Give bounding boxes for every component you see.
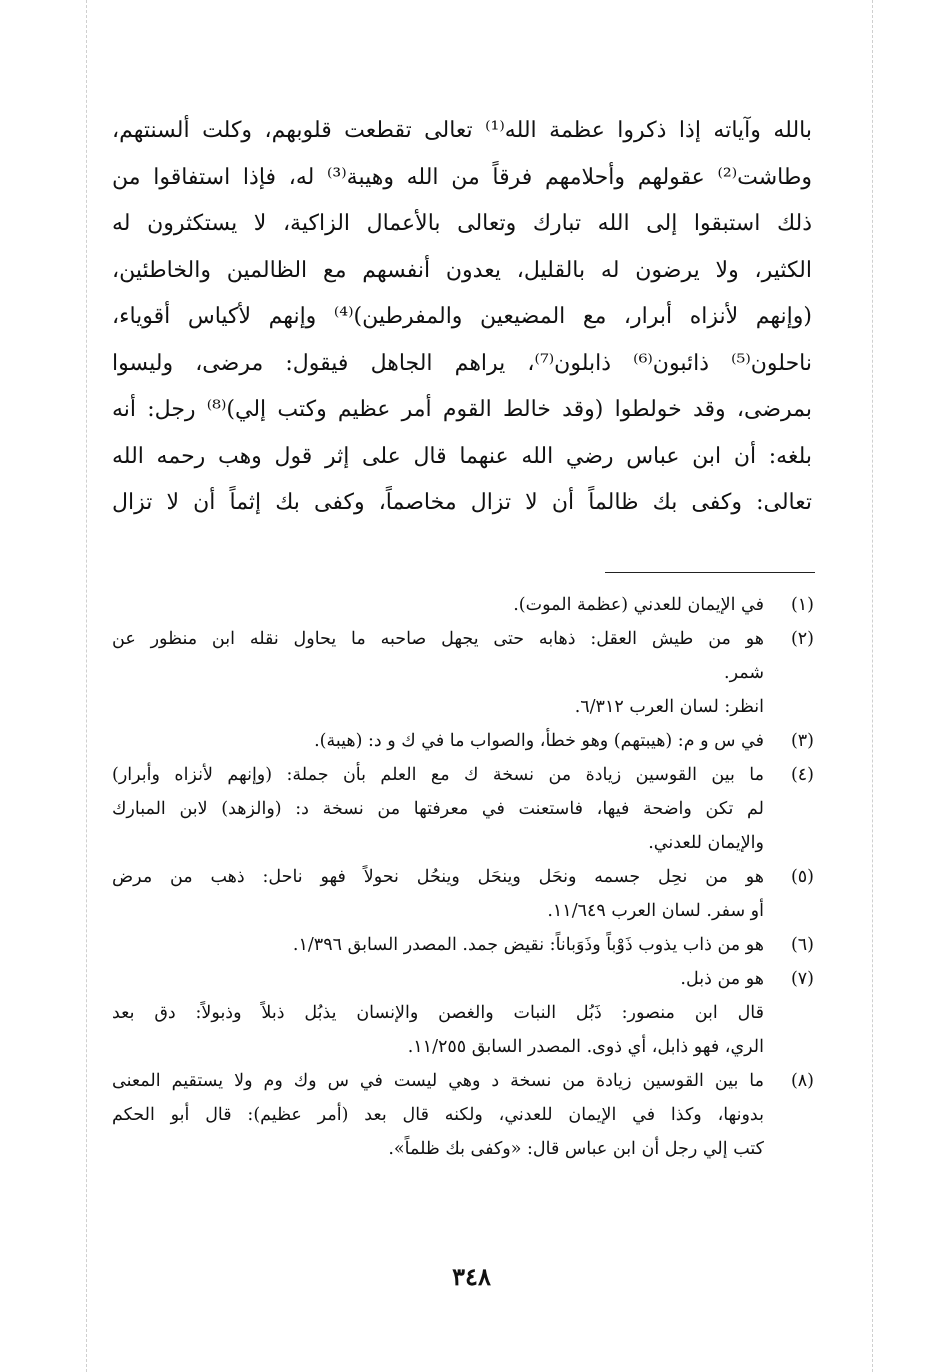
footnote-line: هو من نحِل جسمه ونحَل وينحَل وينحُل نحولاً فهو ناحل: ذهب من مرض [112,867,764,887]
footnote-7 [112,962,814,1064]
main-text-line: بمرضى، وقد خولطوا (وقد خالط القوم أمر عظيم وكتب إلي)⁽⁸⁾ رجل: أنه [112,397,812,422]
footnote-line: ما بين القوسين زيادة من نسخة ك مع العلم بأن جملة: (وإنهم لأنزاه وأبرار) [112,765,764,785]
footnote-line: قال ابن منصور: ذَبُل النبات والغصن والإنسان يذبُل ذبلاً وذبولاً: دق بعد [112,1003,764,1023]
footnote-number: (٥) [790,867,814,887]
footnote-number: (٦) [790,935,814,955]
footnote-3 [112,724,814,758]
main-text-line: بلغه: أن ابن عباس رضي الله عنهما قال على إثر قول وهب رحمه الله [112,443,812,469]
main-text-line: الكثير، ولا يرضون له بالقليل، يعدون أنفسهم مع الظالمين والخاطئين، [112,257,812,283]
footnote-line: هو من ذاب يذوب ذَوْباً وذَوَباناً: نقيض جمد. المصدر السابق ١/٣٩٦. [292,935,764,955]
footnote-line: كتب إلي رجل أن ابن عباس قال: «وكفى بك ظلماً». [388,1139,764,1159]
footnote-body [112,962,764,1064]
footnote-number: (٨) [790,1071,814,1091]
footnote-line: لم تكن واضحة فيها، فاستعنت في معرفتها من نسخة د: (والزهد) لابن المبارك [112,799,764,819]
main-text-line: ناحلون⁽⁵⁾ ذائبون⁽⁶⁾ ذابلون⁽⁷⁾، يراهم الجاهل فيقول: مرضى، وليسوا [112,350,812,376]
main-text-line: ذلك استبقوا إلى الله تبارك وتعالى بالأعمال الزاكية، لا يستكثرون له [112,211,812,236]
main-text-line: وطاشت⁽²⁾ عقولهم وأحلامهم فرقاً من الله وهيبة⁽³⁾ له، فإذا استفاقوا من [112,164,812,190]
scan-guide-left [86,0,87,1372]
footnote-number: (٣) [790,731,814,751]
footnote-line: هو من طيش العقل: ذهابه حتى يجهل صاحبه ما يحاول نقله ابن منظور عن [112,629,764,649]
footnote-4 [112,758,814,860]
footnote-line: هو من ذبل. [680,969,764,989]
scan-guide-right [872,0,873,1372]
footnote-5 [112,860,814,928]
footnote-body [112,860,764,928]
footnote-line: في س و م: (هيبتهم) وهو خطأ، والصواب ما في ك و د: (هيبة). [314,731,764,751]
footnote-2 [112,622,814,724]
footnote-line: أو سفر. لسان العرب ١١/٦٤٩. [547,901,764,921]
footnote-body [112,588,764,622]
footnote-line: في الإيمان للعدني (عظمة الموت). [513,595,764,615]
footnote-line: انظر: لسان العرب ٦/٣١٢. [574,697,764,717]
main-text-line: تعالى: وكفى بك ظالماً أن لا تزال مخاصماً، وكفى بك إثماً أن لا تزال [112,490,812,515]
footnote-body [112,724,764,758]
footnotes-section [112,588,814,1166]
footnote-8 [112,1064,814,1166]
footnote-6 [112,928,814,962]
footnote-body [112,758,764,860]
footnote-line: ما بين القوسين زيادة من نسخة د وهي ليست في س وك وم ولا يستقيم المعنى [112,1071,764,1091]
footnote-number: (٢) [790,629,814,649]
main-text-line: (وإنهم لأنزاه أبرار، مع المضيعين والمفرطين)⁽⁴⁾ وإنهم لأكياس أقوياء، [112,304,812,329]
footnote-1 [112,588,814,622]
footnote-body [112,928,764,962]
footnote-body [112,622,764,724]
footnote-line: والإيمان للعدني. [648,833,764,853]
footnote-separator [605,572,815,573]
footnote-number: (٧) [790,969,814,989]
footnote-line: بدونها، وكذا في الإيمان للعدني، ولكنه قال بعد (أمر عظيم): قال أبو الحكم [112,1105,764,1125]
footnote-body [112,1064,764,1166]
footnote-line: الري، فهو ذابل، أي ذوى. المصدر السابق ١١/٢٥٥. [407,1037,764,1057]
main-text-line: بالله وآياته إذا ذكروا عظمة الله⁽¹⁾ تعالى تقطعت قلوبهم، وكلت ألسنتهم، [112,118,812,143]
page-number: ٣٤٨ [452,1262,491,1291]
footnote-number: (١) [790,595,814,615]
main-text-block [112,108,812,527]
footnote-line: شمر. [724,663,764,683]
footnote-number: (٤) [790,765,814,785]
